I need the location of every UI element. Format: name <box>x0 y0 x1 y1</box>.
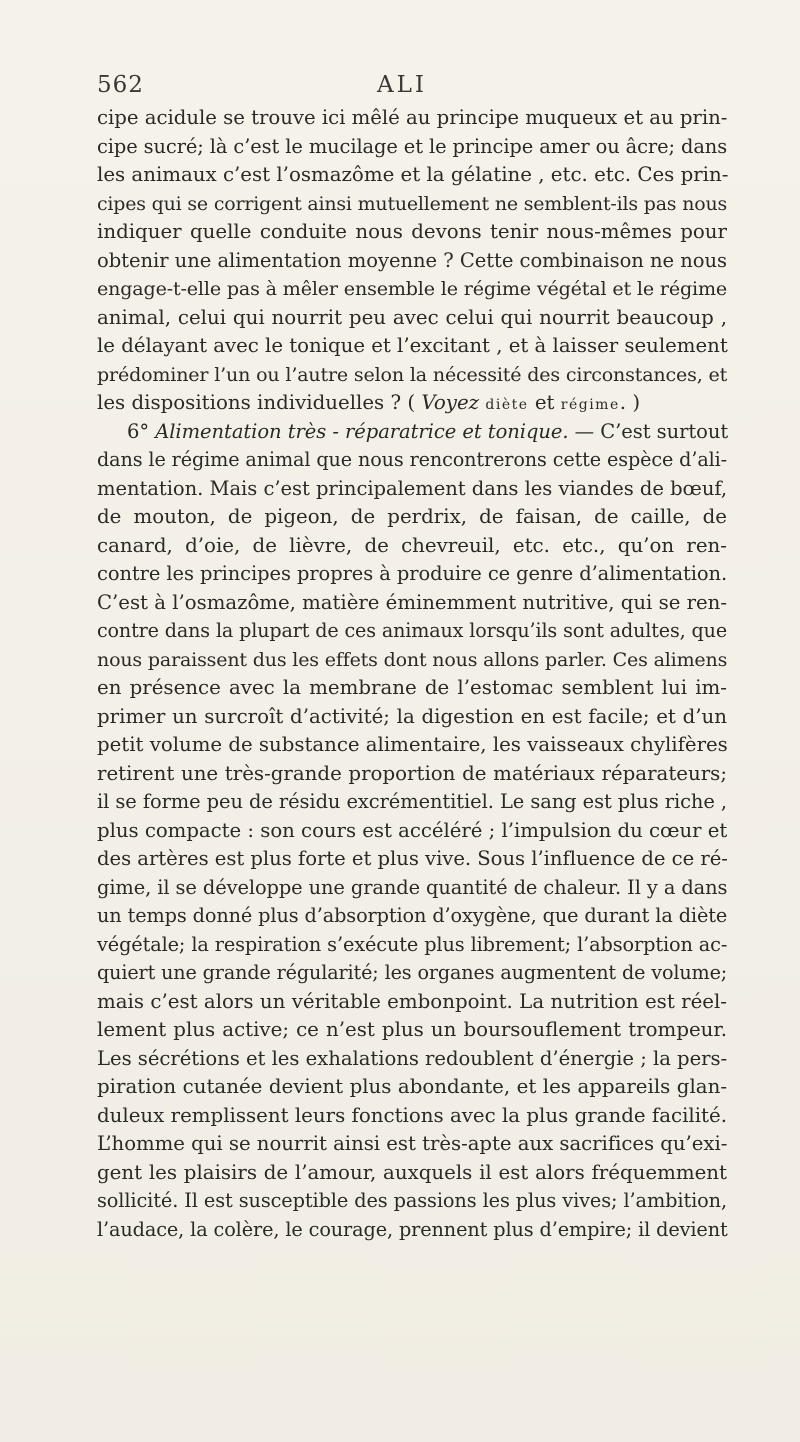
text-line: mentation. Mais c’est principalement dans les viandes de bœuf, <box>97 476 727 500</box>
text-line: piration cutanée devient plus abondante, et les appareils glan- <box>97 1075 727 1098</box>
text-line: des artères est plus forte et plus vive. Sous l’influence de ce ré- <box>97 847 728 870</box>
text-line: nous paraissent dus les effets dont nous allons parler. Ces alimens <box>97 648 728 671</box>
page-number: 562 <box>97 72 144 98</box>
cross-ref-diete: diète <box>485 397 529 413</box>
section-number: 6° <box>127 419 156 443</box>
text-line: cipe sucré; là c’est le mucilage et le principe amer ou âcre; dans <box>97 134 728 158</box>
text-line: petit volume de substance alimentaire, les vaisseaux chylifères <box>97 733 728 756</box>
body-text <box>97 104 727 1244</box>
text-line: gime, il se développe une grande quantité de chaleur. Il y a dans <box>97 875 728 899</box>
text-line: contre les principes propres à produire ce genre d’alimentation. <box>97 562 728 585</box>
text-line: cipes qui se corrigent ainsi mutuellement ne semblent-ils pas nous <box>97 192 727 215</box>
text-segment: — C’est surtout <box>568 419 729 443</box>
text-line: Les sécrétions et les exhalations redoublent d’énergie ; la pers- <box>97 1046 728 1070</box>
text-line: de mouton, de pigeon, de perdrix, de faisan, de caille, de <box>97 505 727 528</box>
text-line: plus compacte : son cours est accéléré ; l’impulsion du cœur et <box>97 818 728 842</box>
text-line: dans le régime animal que nous rencontrerons cette espèce d’ali- <box>97 448 728 471</box>
text-line: prédominer l’un ou l’autre selon la nécessité des circonstances, et <box>97 363 728 386</box>
text-line: contre dans la plupart de ces animaux lorsqu’ils sont adultes, que <box>97 619 727 642</box>
text-line: duleux remplissent leurs fonctions avec la plus grande facilité. <box>97 1103 727 1127</box>
text-line: L’homme qui se nourrit ainsi est très-apte aux sacrifices qu’exi- <box>97 1132 728 1155</box>
text-line: animal, celui qui nourrit peu avec celui qui nourrit beaucoup , <box>97 305 727 329</box>
cross-ref-regime: régime <box>560 397 620 413</box>
text-line: un temps donné plus d’absorption d’oxygène, que durant la diète <box>97 904 728 927</box>
text-line: végétale; la respiration s’exécute plus librement; l’absorption ac- <box>97 932 728 956</box>
text-line: en présence avec la membrane de l’estomac semblent lui im- <box>97 676 727 699</box>
text-line: quiert une grande régularité; les organes augmentent de volume; <box>97 961 728 984</box>
text-line: indiquer quelle conduite nous devons tenir nous-mêmes pour <box>97 220 727 243</box>
text-line: les animaux c’est l’osmazôme et la gélatine , etc. etc. Ces prin- <box>97 163 729 186</box>
text-line: gent les plaisirs de l’amour, auxquels il est alors fréquemment <box>97 1160 727 1184</box>
text-line: le délayant avec le tonique et l’excitant , et à laisser seulement <box>97 334 728 357</box>
text-line: primer un surcroît d’activité; la digestion en est facile; et d’un <box>97 704 727 728</box>
text-line: l’audace, la colère, le courage, prennent plus d’empire; il devient <box>97 1217 728 1241</box>
text-line: C’est à l’osmazôme, matière éminemment nutritive, qui se ren- <box>97 590 727 614</box>
text-line: retirent une très-grande proportion de matériaux réparateurs; <box>97 761 727 785</box>
text-line: canard, d’oie, de lièvre, de chevreuil, etc. etc., qu’on ren- <box>97 533 727 557</box>
text-line: sollicité. Il est susceptible des passions les plus vives; l’ambition, <box>97 1189 727 1212</box>
text-segment: les dispositions individuelles ? ( <box>97 391 422 414</box>
text-segment: . ) <box>619 391 641 414</box>
text-line: lement plus active; ce n’est plus un boursouflement trompeur. <box>97 1018 727 1041</box>
running-head: ALI <box>377 72 427 98</box>
voyez-italic: Voyez <box>421 391 480 414</box>
section-heading-line <box>97 418 727 447</box>
text-segment: et <box>528 391 561 414</box>
section-title: Alimentation très - réparatrice et tonique. <box>155 419 569 443</box>
page-header <box>97 72 725 102</box>
text-line: mais c’est alors un véritable embonpoint. La nutrition est réel- <box>97 989 727 1013</box>
text-line-cross-reference <box>97 389 727 418</box>
text-line: engage-t-elle pas à mêler ensemble le régime végétal et le régime <box>97 278 728 300</box>
text-line: il se forme peu de résidu excrémentitiel. Le sang est plus riche , <box>97 790 727 813</box>
text-line: cipe acidule se trouve ici mêlé au principe muqueux et au prin- <box>97 106 728 129</box>
text-line: obtenir une alimentation moyenne ? Cette combinaison ne nous <box>97 248 727 272</box>
